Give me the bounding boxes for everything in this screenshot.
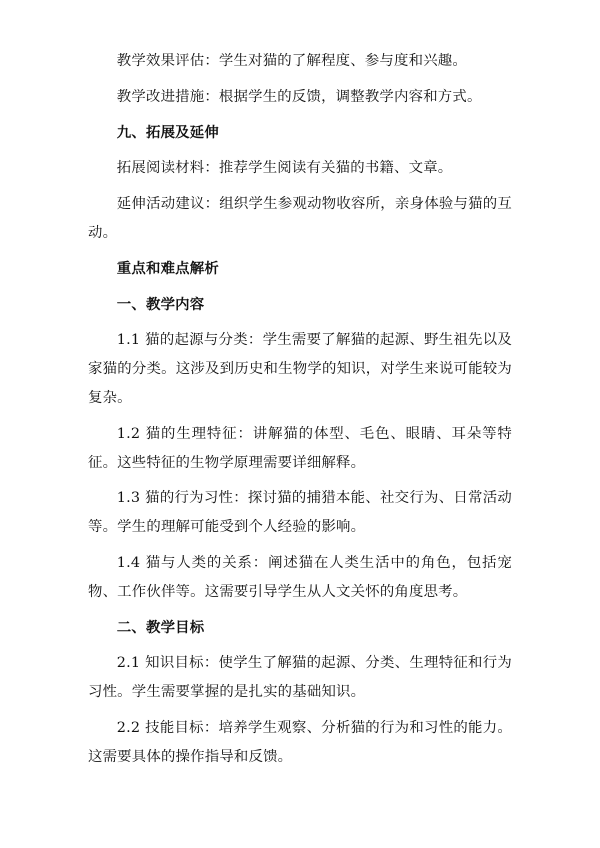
paragraph-skill-goal: 2.2 技能目标：培养学生观察、分析猫的行为和习性的能力。这需要具体的操作指导和反馈。 bbox=[88, 719, 512, 765]
paragraph-origin-classification: 1.1 猫的起源与分类：学生需要了解猫的起源、野生祖先以及家猫的分类。这涉及到历史和生物学的知识，对学生来说可能较为复杂。 bbox=[88, 332, 512, 406]
section-heading-teaching-content: 一、教学内容 bbox=[116, 295, 205, 313]
paragraph-activity-suggestion: 延伸活动建议：组织学生参观动物收容所，亲身体验与猫的互动。 bbox=[88, 196, 512, 241]
section-heading-teaching-goals: 二、教学目标 bbox=[116, 618, 205, 636]
paragraph-knowledge-goal: 2.1 知识目标：使学生了解猫的起源、分类、生理特征和行为习性。学生需要掌握的是扎实的基础知识。 bbox=[88, 655, 512, 701]
paragraph-behavior: 1.3 猫的行为习性：探讨猫的捕猎本能、社交行为、日常活动等。学生的理解可能受到个人经验的影响。 bbox=[88, 490, 512, 536]
section-heading-extension: 九、拓展及延伸 bbox=[116, 123, 219, 141]
paragraph-reading-materials: 拓展阅读材料：推荐学生阅读有关猫的书籍、文章。 bbox=[116, 160, 453, 177]
paragraph-evaluation: 教学效果评估：学生对猫的了解程度、参与度和兴趣。 bbox=[116, 53, 467, 69]
paragraph-human-relationship: 1.4 猫与人类的关系：阐述猫在人类生活中的角色，包括宠物、工作伙伴等。这需要引导学生从人文关怀的角度思考。 bbox=[88, 554, 512, 600]
document-body bbox=[88, 47, 512, 772]
paragraph-improvement: 教学改进措施：根据学生的反馈，调整教学内容和方式。 bbox=[116, 88, 482, 105]
section-heading-key-points: 重点和难点解析 bbox=[116, 259, 219, 277]
paragraph-physiology: 1.2 猫的生理特征：讲解猫的体型、毛色、眼睛、耳朵等特征。这些特征的生物学原理需要详细解释。 bbox=[88, 425, 512, 471]
